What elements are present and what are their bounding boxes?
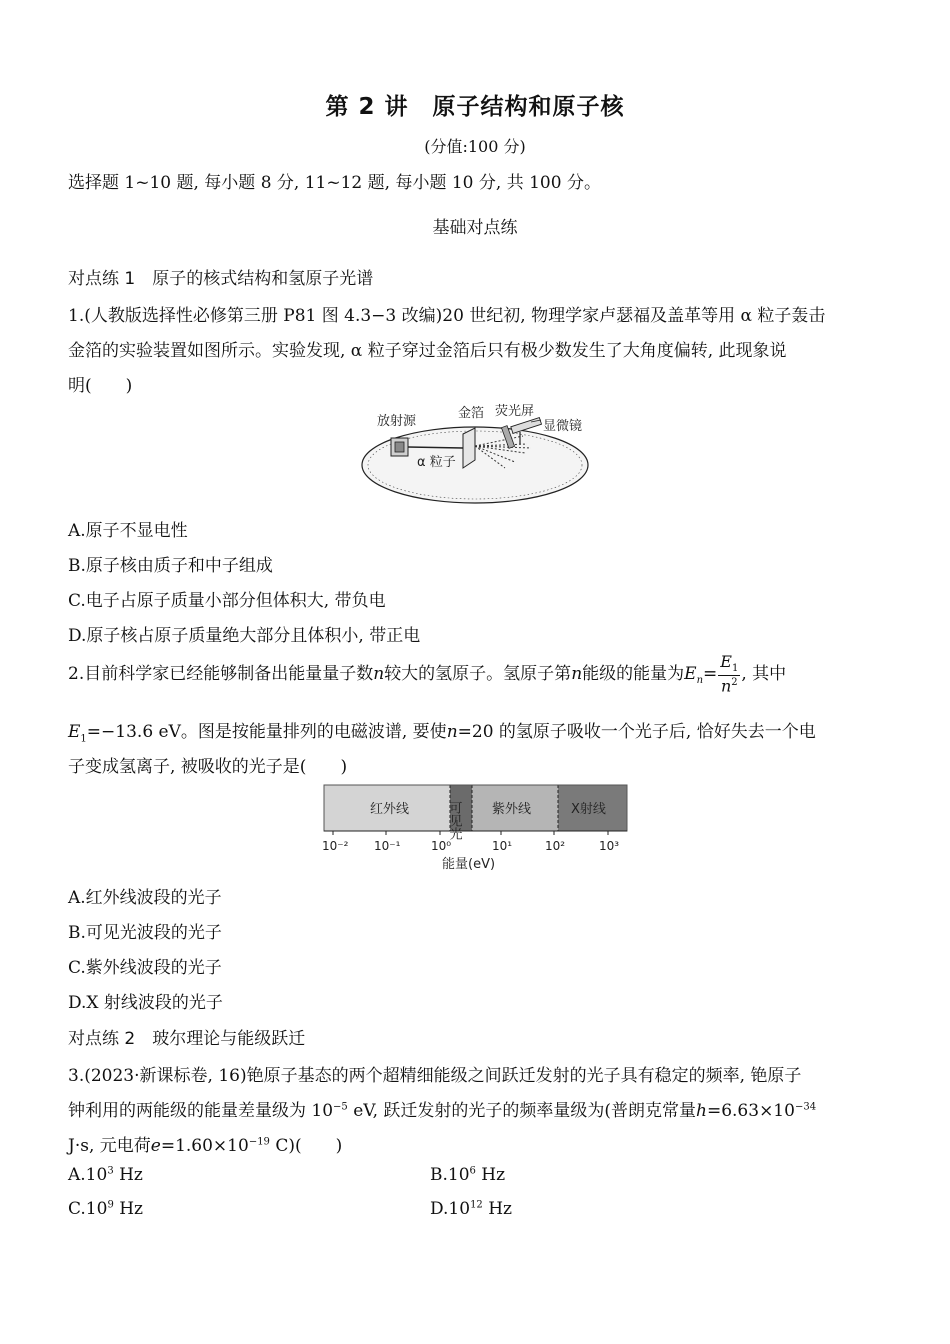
label-microscope: 显微镜 bbox=[543, 419, 583, 434]
intro-text: 选择题 1~10 题, 每小题 8 分, 11~12 题, 每小题 10 分, 共 100 分。 bbox=[68, 173, 601, 193]
q1-option-b: B.原子核由质子和中子组成 bbox=[68, 556, 273, 576]
q3-line-1: 3.(2023·新课标卷, 16)铯原子基态的两个超精细能级之间跃迁发射的光子具有稳定的频率, 铯原子 bbox=[68, 1066, 802, 1086]
band-label-ultraviolet: 紫外线 bbox=[492, 802, 532, 817]
tick-1e-2: 10⁻² bbox=[322, 839, 349, 853]
q2-option-c: C.紫外线波段的光子 bbox=[68, 958, 222, 978]
q3-line-3: J·s, 元电荷$e=1.60\times 10^{-19}$ C)( ) bbox=[68, 1136, 343, 1156]
q2-line-3: 子变成氢离子, 被吸收的光子是( ) bbox=[68, 757, 348, 777]
axis-label-energy: 能量(eV) bbox=[442, 857, 496, 872]
label-source: 放射源 bbox=[377, 414, 417, 429]
radioactive-source-core bbox=[395, 442, 404, 452]
q1-option-d: D.原子核占原子质量绝大部分且体积小, 带正电 bbox=[68, 626, 421, 646]
q2-option-d: D.X 射线波段的光子 bbox=[68, 993, 223, 1013]
tick-1e0: 10⁰ bbox=[431, 839, 452, 853]
band-label-xray: X射线 bbox=[571, 802, 606, 817]
em-spectrum-chart bbox=[318, 782, 634, 876]
q3-option-b: $B.10^6$ Hz bbox=[430, 1165, 506, 1185]
tick-1e1: 10¹ bbox=[492, 839, 513, 853]
label-alpha: α 粒子 bbox=[417, 455, 456, 470]
alpha-beam bbox=[408, 447, 463, 448]
q1-line-1: 1.(人教版选择性必修第三册 P81 图 4.3−3 改编)20 世纪初, 物理学家卢瑟福及盖革等用 α 粒子轰击 bbox=[68, 306, 826, 326]
rutherford-apparatus-figure bbox=[355, 398, 595, 510]
tick-1e-1: 10⁻¹ bbox=[374, 839, 401, 853]
q3-option-a: $A.10^3$ Hz bbox=[68, 1165, 143, 1185]
q2-line-2: $E_1=-13.6$ eV。图是按能量排列的电磁波谱, 要使n=20 的氢原子吸收一个光子后, 恰好失去一个电 bbox=[68, 722, 816, 745]
q1-option-c: C.电子占原子质量小部分但体积大, 带负电 bbox=[68, 591, 386, 611]
q3-line-2: 钟利用的两能级的能量差量级为 $10^{-5}$ eV, 跃迁发射的光子的频率量级为(普朗克常量$h=6.63\times 10^{-34}$ bbox=[68, 1101, 817, 1121]
section-heading-1: 对点练 1 原子的核式结构和氢原子光谱 bbox=[68, 269, 374, 289]
band-label-visible: 可见光 bbox=[446, 801, 462, 840]
q2-option-b: B.可见光波段的光子 bbox=[68, 923, 222, 943]
q1-line-2: 金箔的实验装置如图所示。实验发现, α 粒子穿过金箔后只有极少数发生了大角度偏转, 此现象说 bbox=[68, 341, 787, 361]
q1-line-3: 明( ) bbox=[68, 376, 133, 396]
q3-option-c: $C.10^9$ Hz bbox=[68, 1199, 143, 1219]
q2-line-1: 2.目前科学家已经能够制备出能量量子数n较大的氢原子。氢原子第n能级的能量为$E_n=$ $\frac{E_1}{n^2}$ , 其中 bbox=[68, 652, 787, 696]
tick-1e2: 10² bbox=[545, 839, 566, 853]
var-n: n bbox=[373, 663, 385, 684]
tick-1e3: 10³ bbox=[599, 839, 620, 853]
label-screen: 荧光屏 bbox=[495, 404, 535, 419]
label-gold-foil: 金箔 bbox=[458, 406, 485, 421]
score-note: (分值:100 分) bbox=[424, 137, 526, 156]
page-title: 第 2 讲 原子结构和原子核 bbox=[325, 94, 625, 120]
part-heading: 基础对点练 bbox=[432, 218, 518, 238]
q2-option-a: A.红外线波段的光子 bbox=[68, 888, 222, 908]
q3-option-d: $D.10^{12}$ Hz bbox=[430, 1199, 512, 1219]
q1-option-a: A.原子不显电性 bbox=[68, 521, 188, 541]
band-label-infrared: 红外线 bbox=[370, 802, 410, 817]
energy-fraction: $\frac{E_1}{n^2}$ bbox=[720, 652, 739, 696]
section-heading-2: 对点练 2 玻尔理论与能级跃迁 bbox=[68, 1029, 306, 1049]
